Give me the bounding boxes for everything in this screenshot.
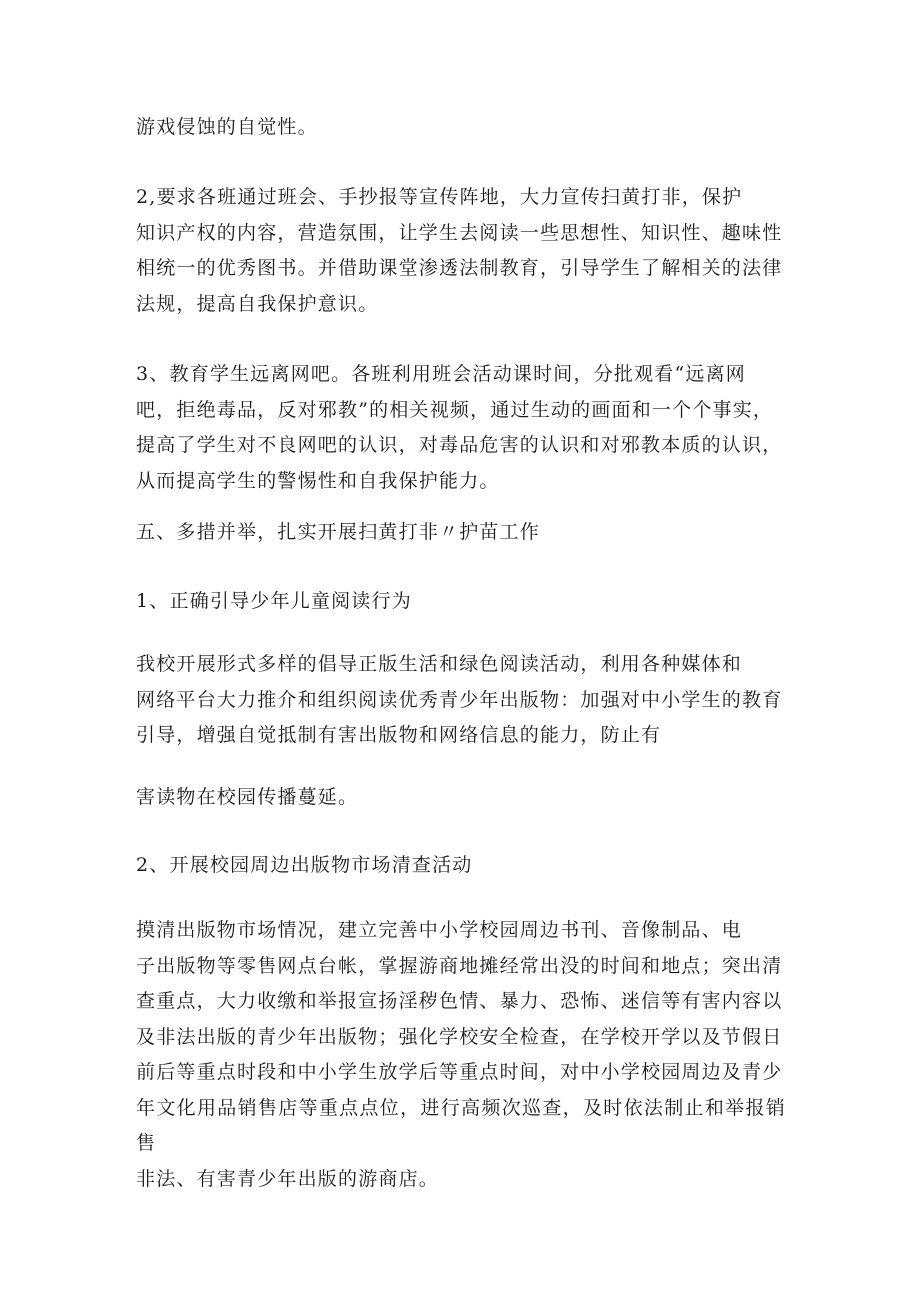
section-heading-5: 五、多措并举，扎实开展扫黄打非〃护苗工作: [136, 521, 541, 543]
paragraph-reading-activities: 我校开展形式多样的倡导正版生活和绿色阅读活动，利用各种媒体和 网络平台大力推介和组织阅读优秀青少年出版物：加强对中小学生的教育 引导，增强自觉抵制有害出版物和网络信息的能力，防止有: [136, 653, 783, 746]
subheading-2-market-inspection: 2、开展校园周边出版物市场清查活动: [136, 854, 473, 876]
paragraph-harmful-materials: 害读物在校园传播蔓延。: [136, 786, 359, 808]
paragraph-market-inspection: 摸清出版物市场情况，建立完善中小学校园周边书刊、音像制品、电 子出版物等零售网点台帐，掌握游商地摊经常出没的时间和地点；突出清 查重点，大力收缴和举报宣扬淫秽色情、暴力、恐怖、迷信等有害内容以 及非法出版的青少年出版物；强化学校安全检查，在学校开学以及节假日 前后等重点时段和中小学生放学后等重点时间，对中小学校园周边及青少 年文化用品销售店等重点点位，进行高频次巡查，及时依法制止和举报销售 非法、有害青少年出版的游商店。: [136, 919, 786, 1190]
subheading-1-reading-guidance: 1、正确引导少年儿童阅读行为: [136, 590, 412, 612]
paragraph-item-3-internet-cafe: 3、教育学生远离网吧。各班利用班会活动课时间，分批观看“远离网 吧，拒绝毒品，反对邪教”的相关视频，通过生动的画面和一个个事实， 提高了学生对不良网吧的认识，对毒品危害的认识和对邪教本质的认识， 从而提高学生的警惕性和自我保护能力。: [136, 363, 783, 492]
paragraph-continuation: 游戏侵蚀的自觉性。: [136, 116, 318, 138]
paragraph-item-2-publicity: 2,要求各班通过班会、手抄报等宣传阵地，大力宣传扫黄打非，保护 知识产权的内容，营造氛围，让学生去阅读一些思想性、知识性、趣味性 相统一的优秀图书。并借助课堂渗透法制教育，引导学生了解相关的法律 法规，提高自我保护意识。: [136, 186, 783, 315]
